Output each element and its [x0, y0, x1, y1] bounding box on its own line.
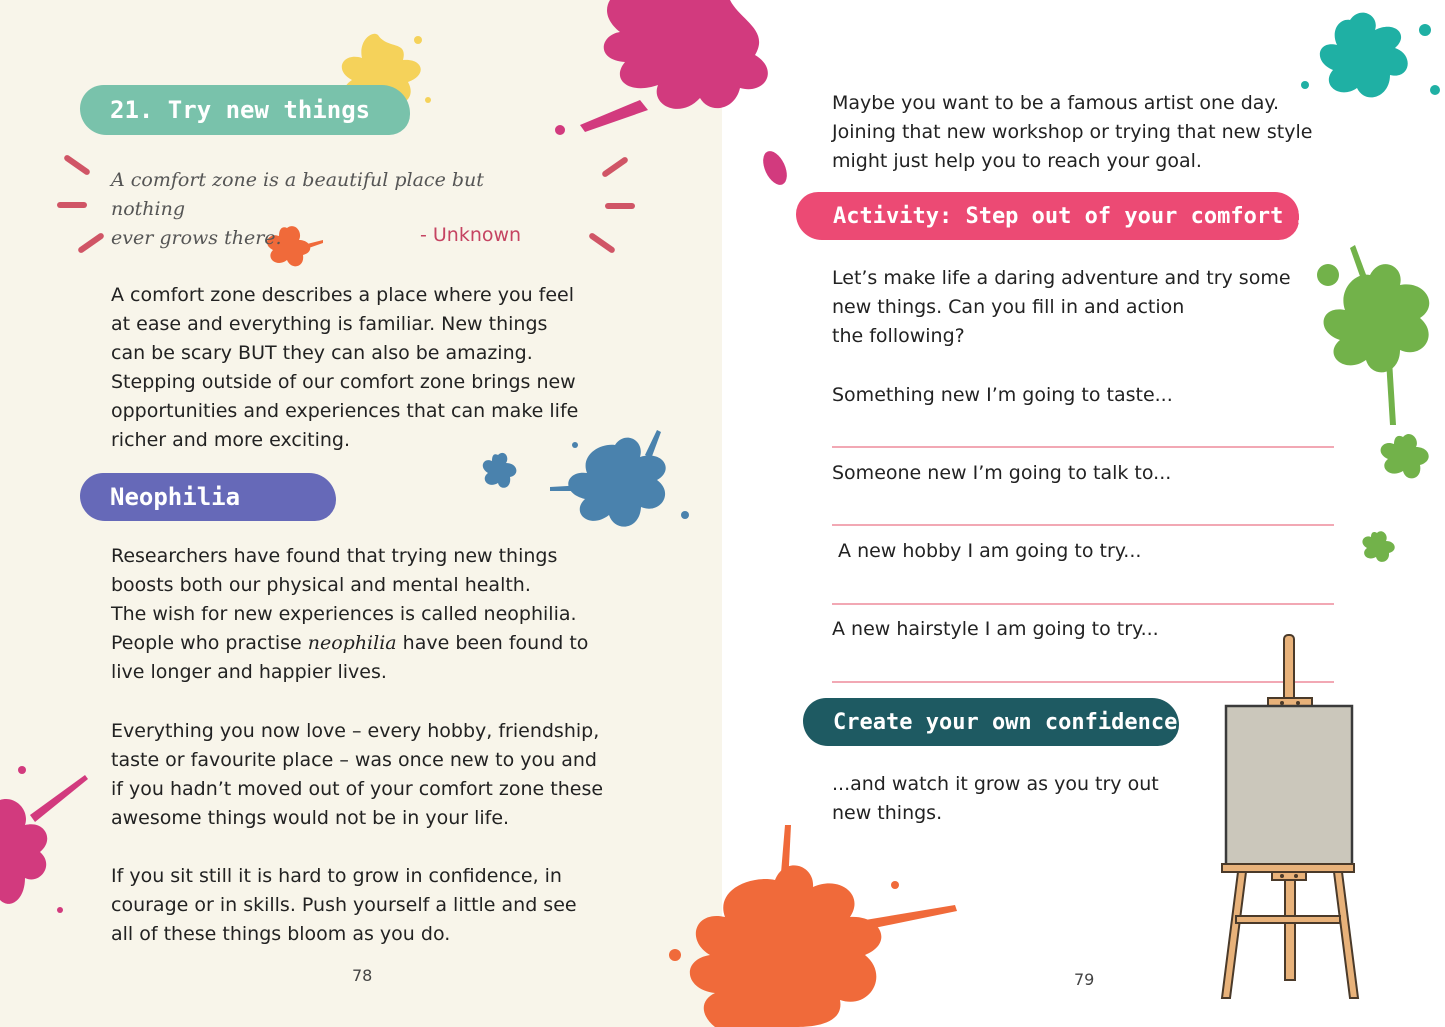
neophilia-paragraph: Researchers have found that trying new things boosts both our physical and mental health. The wish for new experiences is called neophilia. People who practise neophilia have been found to live longer and happier lives.	[111, 545, 589, 683]
activity-intro: Let’s make life a daring adventure and try some new things. Can you fill in and action the following?	[832, 267, 1291, 347]
section-title: 21. Try new things	[110, 96, 371, 124]
orange-splat-large-icon	[655, 825, 965, 1027]
easel-icon	[1210, 630, 1370, 1005]
right-intro-paragraph: Maybe you want to be a famous artist one day. Joining that new workshop or trying that new style might just help you to reach your goal.	[832, 92, 1313, 172]
prompt-talk: Someone new I’m going to talk to...	[832, 462, 1172, 484]
green-splat-large-icon	[1300, 220, 1445, 440]
quote: A comfort zone is a beautiful place but nothing ever grows there.	[111, 169, 484, 249]
magenta-splat-left-icon	[0, 760, 95, 930]
page-number-left: 78	[352, 966, 373, 985]
green-splat-small-icon	[1352, 525, 1407, 575]
quote-dash-icon	[57, 202, 87, 208]
confidence-title: Create your own confidence...	[833, 709, 1218, 735]
neophilia-title: Neophilia	[110, 483, 241, 511]
still-paragraph: If you sit still it is hard to grow in confidence, in courage or in skills. Push yourself a little and see all of these things bloom as you do.	[111, 865, 577, 945]
magenta-splat-top-icon	[540, 0, 800, 190]
activity-title: Activity: Step out of your comfort zone	[833, 203, 1350, 229]
prompt-hobby: A new hobby I am going to try...	[832, 540, 1142, 562]
prompt-taste: Something new I’m going to taste...	[832, 384, 1173, 406]
love-paragraph: Everything you now love – every hobby, friendship, taste or favourite place – was once new to you and if you hadn’t moved out of your comfort zone these awesome things would not be in your life.	[111, 720, 604, 829]
confidence-text: ...and watch it grow as you try out new things.	[832, 773, 1159, 824]
write-line-hobby[interactable]	[832, 603, 1334, 605]
quote-dash-icon	[605, 203, 635, 209]
write-line-talk[interactable]	[832, 524, 1334, 526]
section-title-banner	[80, 85, 410, 135]
page-number-right: 79	[1074, 970, 1095, 989]
write-line-taste[interactable]	[832, 446, 1334, 448]
prompt-hairstyle: A new hairstyle I am going to try...	[832, 618, 1159, 640]
neophilia-banner	[80, 473, 336, 521]
confidence-banner	[803, 698, 1218, 746]
quote-author: - Unknown	[420, 224, 522, 246]
activity-banner	[796, 192, 1350, 240]
green-splat-mid-icon	[1368, 425, 1445, 495]
intro-paragraph: A comfort zone describes a place where you feel at ease and everything is familiar. New things can be scary BUT they can also be amazing. Stepping outside of our comfort zone brings new opportunities and experiences that can make life richer and more exciting.	[111, 284, 579, 451]
